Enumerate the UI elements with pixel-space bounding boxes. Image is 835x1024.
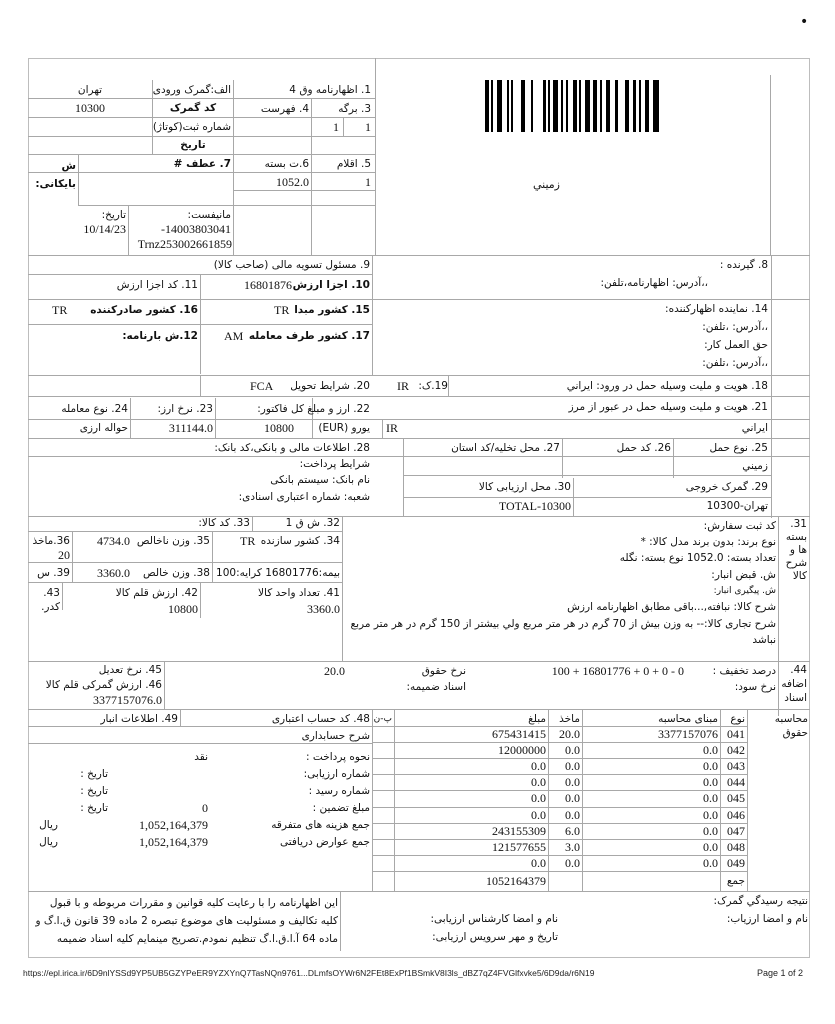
box26-label: 26. کد حمل xyxy=(616,442,671,454)
duty-cell-type: 045 xyxy=(727,791,745,805)
box48-label: 48. کد حساب اعتباری xyxy=(271,713,370,725)
box21-label: 21. هویت و ملیت وسیله حمل در عبور از مرز xyxy=(568,401,768,413)
col-header-pn: پ-ن xyxy=(373,714,392,724)
box35-value: 4734.0 xyxy=(97,534,130,548)
duty-cell-amount: 12000000 xyxy=(498,743,546,757)
duty-cell-rate: 0.0 xyxy=(565,775,580,789)
box22-label: 22. ارز و مبلغ کل فاکتور: xyxy=(257,403,370,415)
box23-value: 311144.0 xyxy=(168,421,213,435)
box46-label: 46. ارزش گمرکی قلم کالا xyxy=(45,679,162,691)
misc-costs-currency: ریال xyxy=(39,819,58,831)
box6-label: 6.ت بسته xyxy=(264,158,309,170)
discount-label: درصد تخفیف : xyxy=(712,665,776,677)
box5-value: 1 xyxy=(365,175,371,189)
box35-label: 35. وزن ناخالص xyxy=(136,535,210,547)
col-header-amount: مبلغ xyxy=(528,713,546,725)
customs-code-value: 10300 xyxy=(75,101,105,115)
duty-cell-basis: 0.0 xyxy=(703,775,718,789)
registration-label: شماره ثبت(کوتاژ) xyxy=(152,121,231,133)
duty-cell-basis: 0.0 xyxy=(703,791,718,805)
box10-value: 16801876 xyxy=(244,278,292,292)
box28-label: 28. اطلاعات مالی و بانکی،کد بانک: xyxy=(214,442,370,454)
box45-label: 45. نرخ تعدیل xyxy=(98,664,162,676)
duty-cell-amount: 0.0 xyxy=(531,775,546,789)
box16-value: TR xyxy=(52,303,68,317)
entry-customs-label: الف:گمرک ورودی xyxy=(152,84,231,96)
box34-value: TR xyxy=(240,534,256,548)
box17-label: 17. کشور طرف معامله xyxy=(248,330,370,342)
box22-currency: یورو (EUR) xyxy=(318,422,370,434)
box3-value-a: 1 xyxy=(365,120,371,134)
duty-cell-basis: 0.0 xyxy=(703,824,718,838)
box44-label: 44. اضافه اسناد xyxy=(781,664,807,704)
box46-value: 3377157076.0 xyxy=(93,693,162,707)
duty-cell-basis: 0.0 xyxy=(703,759,718,773)
duty-cell-type: 043 xyxy=(727,759,745,773)
box10-label: 10. اجزا ارزش xyxy=(292,279,370,291)
col-header-rate: ماخذ xyxy=(559,713,580,725)
goods-description: شرح کالا: نبافته,...باقی مطابق اظهارنامه ارزش xyxy=(567,601,776,613)
archive-number-label: ش بایکانی: xyxy=(35,160,76,190)
brand-line: نوع برند: بدون برند مدل کالا: * xyxy=(640,536,776,548)
box15-value: TR xyxy=(274,303,290,317)
duty-cell-rate: 20.0 xyxy=(559,727,580,741)
misc-costs-value: 1,052,164,379 xyxy=(139,818,208,832)
box37-insurance-freight: بیمه:16801776 کرایه:100 xyxy=(216,567,340,579)
box38-value: 3360.0 xyxy=(97,566,130,580)
duty-cell-amount: 675431415 xyxy=(492,727,546,741)
duty-cell-rate: 0.0 xyxy=(565,759,580,773)
box3-label: 3. برگه xyxy=(338,103,371,115)
expert-signature-label: نام و امضا کارشناس ارزیابی: xyxy=(430,913,558,925)
trade-description: شرح تجاری کالا:-- به وزن بیش از 70 گرم در هر متر مربع ولي بیشتر از 150 گرم در هر متر مربع نباشد xyxy=(350,618,776,646)
box6-value: 1052.0 xyxy=(276,175,309,189)
audit-result-label: نتیجه رسیدگي گمرک: xyxy=(713,895,808,907)
box25-value: زميني xyxy=(742,460,768,472)
box29-value: تهران-10300 xyxy=(706,500,768,512)
box49-label: 49. اطلاعات انبار xyxy=(100,713,178,725)
box27-label: 27. محل تخلیه/کد استان xyxy=(451,442,560,454)
duty-cell-type: 047 xyxy=(727,824,745,838)
box7-label: 7. عطف # xyxy=(173,158,231,170)
box9-label: 9. مسئول تسویه مالی (صاحب کالا) xyxy=(213,259,370,271)
manifest-date-value: 10/14/23 xyxy=(83,222,126,236)
duty-cell-rate: 0.0 xyxy=(565,856,580,870)
box5-label: 5. اقلام xyxy=(336,158,371,170)
misc-costs-label: جمع هزینه های متفرقه xyxy=(271,819,370,831)
box11-label: 11. کد اجزا ارزش xyxy=(116,279,198,291)
box36-value: 20 xyxy=(58,548,70,562)
duty-cell-rate: 3.0 xyxy=(565,840,580,854)
box28-line3: شعبه: شماره اعتباری اسنادی: xyxy=(238,491,370,503)
guarantee-date-label: تاریخ : xyxy=(80,802,108,814)
box20-value: FCA xyxy=(250,379,274,393)
entry-customs-value: تهران xyxy=(77,84,103,96)
box36-label: 36.ماخذ xyxy=(32,535,70,547)
order-code-label: کد ثبت سفارش: xyxy=(703,520,776,532)
box8-address: ،،آدرس: اظهارنامه،تلفن: xyxy=(600,277,708,289)
total-amount: 1052164379 xyxy=(486,874,546,888)
box24-value: حواله ارزی xyxy=(79,422,128,434)
box19-label: 19.ک: xyxy=(418,380,448,392)
box25-label: 25. نوع حمل xyxy=(709,442,768,454)
package-line: تعداد بسته: 1052.0 نوع بسته: نگله xyxy=(619,552,776,564)
duty-cell-basis: 0.0 xyxy=(703,856,718,870)
service-stamp-label: تاریخ و مهر سرویس ارزیابی: xyxy=(432,931,558,943)
box1-label: 1. اظهارنامه وق 4 xyxy=(289,84,371,96)
guarantee-value: 0 xyxy=(202,801,208,815)
duty-cell-basis: 0.0 xyxy=(703,743,718,757)
duties-section-label: محاسبه حقوق xyxy=(774,713,808,739)
duty-cell-type: 046 xyxy=(727,808,745,822)
box23-label: 23. نرخ ارز: xyxy=(157,403,213,415)
box41-value: 3360.0 xyxy=(307,602,340,616)
warehouse-tracking: ش. پیگیری انبار: xyxy=(713,586,776,596)
box20-label: 20. شرایط تحویل xyxy=(290,380,370,392)
duty-cell-rate: 0.0 xyxy=(565,743,580,757)
declaration-text: این اظهارنامه را با رعایت کلیه قوانین و مقررات مربوطه و با قبول کلیه تکالیف و مسئولیت های موضوع تبصره 2 ماده 39 قانون ق.ا.گ و ماده 64 آ.ا.ق.ا.گ تنظیم نمودم.تصریح مینمایم کلیه اسناد ضمیمه xyxy=(35,897,338,945)
duty-cell-amount: 243155309 xyxy=(492,824,546,838)
col-header-type: نوع xyxy=(730,713,745,725)
box22-amount: 10800 xyxy=(264,421,294,435)
total-label: جمع xyxy=(726,875,745,887)
box12-label: 12.ش بارنامه: xyxy=(122,330,198,342)
duty-cell-rate: 0.0 xyxy=(565,791,580,805)
box8-label: 8. گیرنده : xyxy=(719,259,768,271)
duty-cell-type: 049 xyxy=(727,856,745,870)
box14-line1: ،،آدرس: ،تلفن: xyxy=(702,321,768,333)
box42-label: 42. ارزش قلم کالا xyxy=(115,587,198,599)
box31-label: 31. بسته ها و شرح کالا xyxy=(785,518,807,582)
profit-rate-label: نرخ سود: xyxy=(734,681,776,693)
box43-label: 43. کدر. xyxy=(41,587,60,613)
box29-label: 29. گمرک خروجی xyxy=(685,481,768,493)
accounting-description: شرح حسابداری xyxy=(301,730,370,742)
customs-code-label: کد گمرک xyxy=(169,102,217,114)
duty-cell-basis: 0.0 xyxy=(703,840,718,854)
duty-cell-rate: 0.0 xyxy=(565,808,580,822)
payment-method-value: نقد xyxy=(194,751,208,763)
box30-label: 30. محل ارزیابی کالا xyxy=(478,481,571,493)
assessment-number-label: شماره ارزیابی: xyxy=(303,768,370,780)
box39-label: 39. س xyxy=(37,567,70,579)
assessment-date-label: تاریخ : xyxy=(80,768,108,780)
box21-value: ایراني xyxy=(741,422,768,434)
duty-cell-type: 041 xyxy=(727,727,745,741)
page-bullet: • xyxy=(800,14,809,30)
box38-label: 38. وزن خالص xyxy=(143,567,210,579)
box4-label: 4. فهرست xyxy=(260,103,309,115)
box15-label: 15. کشور مبدا xyxy=(294,304,370,316)
duty-cell-type: 044 xyxy=(727,775,745,789)
manifest-value-2: Trnz253002661859 xyxy=(137,237,232,251)
box21-code: IR xyxy=(386,421,398,435)
box32-label: 32. ش ق 1 xyxy=(285,517,340,529)
guarantee-label: مبلغ تضمین : xyxy=(312,802,370,814)
box19-value: IR xyxy=(397,379,409,393)
box34-label: 34. کشور سازنده xyxy=(260,535,340,547)
page-number: Page 1 of 2 xyxy=(757,968,804,978)
box14-line2: حق العمل کار: xyxy=(704,339,768,351)
duty-cell-amount: 0.0 xyxy=(531,808,546,822)
duty-cell-basis: 3377157076 xyxy=(658,727,718,741)
box16-label: 16. کشور صادرکننده xyxy=(90,304,198,316)
box14-label: 14. نماینده اظهارکننده: xyxy=(665,303,768,315)
duty-cell-type: 048 xyxy=(727,840,745,854)
page-url: https://epl.irica.ir/6D9nlYSSd9YP5UB5GZYPeER9YZXYnQ7TasNQn9761...DLmfsOYWr6N2FEt8ExPf1BSmkV8I3ls_dBZ7qZ4FVGlfxvke5/6D9da/r6N19 xyxy=(23,968,595,978)
col-header-basis: مبنای محاسبه xyxy=(658,713,718,725)
attached-docs-label: اسناد ضمیمه: xyxy=(406,681,466,693)
barcode-icon xyxy=(485,80,661,132)
duty-cell-rate: 6.0 xyxy=(565,824,580,838)
box30-value: TOTAL-10300 xyxy=(498,499,571,513)
box14-line3: ،،آدرس: ،تلفن: xyxy=(702,357,768,369)
box42-value: 10800 xyxy=(168,602,198,616)
warehouse-receipt: ش. قبض انبار: xyxy=(711,569,776,581)
duty-cell-type: 042 xyxy=(727,743,745,757)
duty-cell-amount: 0.0 xyxy=(531,856,546,870)
received-duties-currency: ریال xyxy=(39,836,58,848)
box28-line2: نام بانک: سیستم بانکی xyxy=(270,474,370,486)
box41-label: 41. تعداد واحد کالا xyxy=(258,587,340,599)
duty-cell-amount: 0.0 xyxy=(531,791,546,805)
box18-label: 18. هویت و ملیت وسیله حمل در ورود: ایراني xyxy=(566,380,768,392)
duty-cell-basis: 0.0 xyxy=(703,808,718,822)
receipt-number-label: شماره رسید : xyxy=(308,785,370,797)
receipt-date-label: تاریخ : xyxy=(80,785,108,797)
manifest-value-1: -14003803041 xyxy=(161,222,231,236)
duty-cell-amount: 0.0 xyxy=(531,759,546,773)
discount-value: 100 + 16801776 + 0 + 0 - 0 xyxy=(551,664,684,678)
date-label: تاریخ xyxy=(180,139,206,151)
box33-label: 33. کد کالا: xyxy=(198,517,250,529)
box28-line1: شرایط پرداخت: xyxy=(299,458,370,470)
received-duties-value: 1,052,164,379 xyxy=(139,835,208,849)
payment-method-label: نحوه پرداخت : xyxy=(306,751,370,763)
received-duties-label: جمع عوارض دریافتی xyxy=(279,836,370,848)
manifest-label: مانیفست: xyxy=(187,209,231,221)
assessor-signature-label: نام و امضا ارزیاب: xyxy=(726,913,808,925)
box24-label: 24. نوع معامله xyxy=(61,403,128,415)
barcode-caption: زميني xyxy=(532,178,560,191)
duty-rate-label: نرخ حقوق xyxy=(421,665,466,677)
duty-rate-value: 20.0 xyxy=(324,664,345,678)
box3-value-b: 1 xyxy=(333,120,339,134)
box17-value: AM xyxy=(224,329,244,343)
manifest-date-label: تاریخ: xyxy=(101,209,126,221)
duty-cell-amount: 121577655 xyxy=(492,840,546,854)
